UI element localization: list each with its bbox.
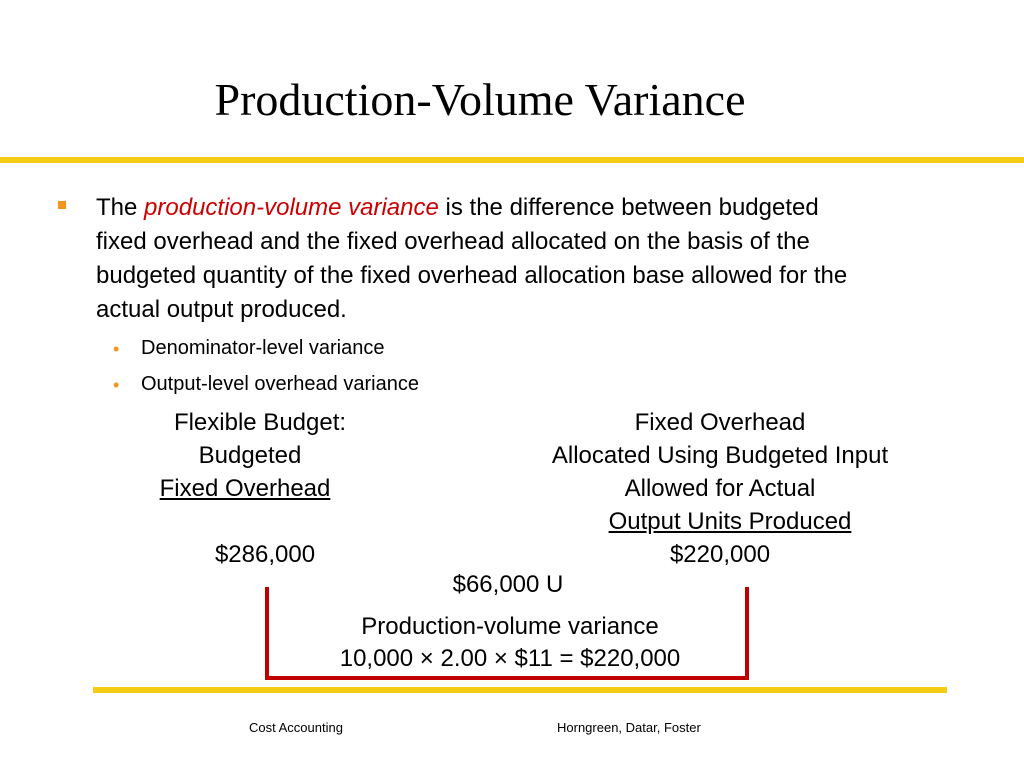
slide-title: Production-Volume Variance [214,74,746,125]
bullet-prefix: The [96,194,138,221]
flexible-budget-column [130,406,390,505]
variance-label: Production-volume variance [361,613,659,640]
left-col-line1: Flexible Budget: [173,409,347,436]
defined-term: production-volume variance [144,194,439,221]
definition-paragraph [96,191,996,327]
title-divider [0,157,1024,163]
variance-formula: 10,000 × 2.00 × $11 = $220,000 [339,645,681,672]
footer-course: Cost Accounting [249,720,343,735]
allocated-overhead-column [480,406,960,538]
dot-bullet-icon: • [113,339,120,359]
right-col-line4: Output Units Produced [608,508,852,535]
footer-authors: Horngreen, Datar, Foster [557,720,701,735]
variance-amount: $66,000 U [452,571,564,598]
sub-bullet-item: Output-level overhead variance [141,373,419,395]
right-col-line2: Allocated Using Budgeted Input [551,442,889,469]
bullet-line3: budgeted quantity of the fixed overhead allocation base allowed for the [96,262,848,289]
bullet-line2: fixed overhead and the fixed overhead allocated on the basis of the [96,228,810,255]
left-col-line2: Budgeted [198,442,302,469]
dot-bullet-icon: • [113,375,120,395]
bullet-line1-rest: is the difference between budgeted [445,194,819,221]
right-col-line1: Fixed Overhead [634,409,806,436]
left-col-line3: Fixed Overhead [159,475,331,502]
allocated-overhead-amount: $220,000 [669,541,771,568]
right-col-line3: Allowed for Actual [624,475,816,502]
square-bullet-icon [58,201,66,209]
bullet-line4: actual output produced. [96,296,347,323]
flexible-budget-amount: $286,000 [214,541,316,568]
sub-bullet-item: Denominator-level variance [141,337,385,359]
footer-divider [93,687,947,693]
